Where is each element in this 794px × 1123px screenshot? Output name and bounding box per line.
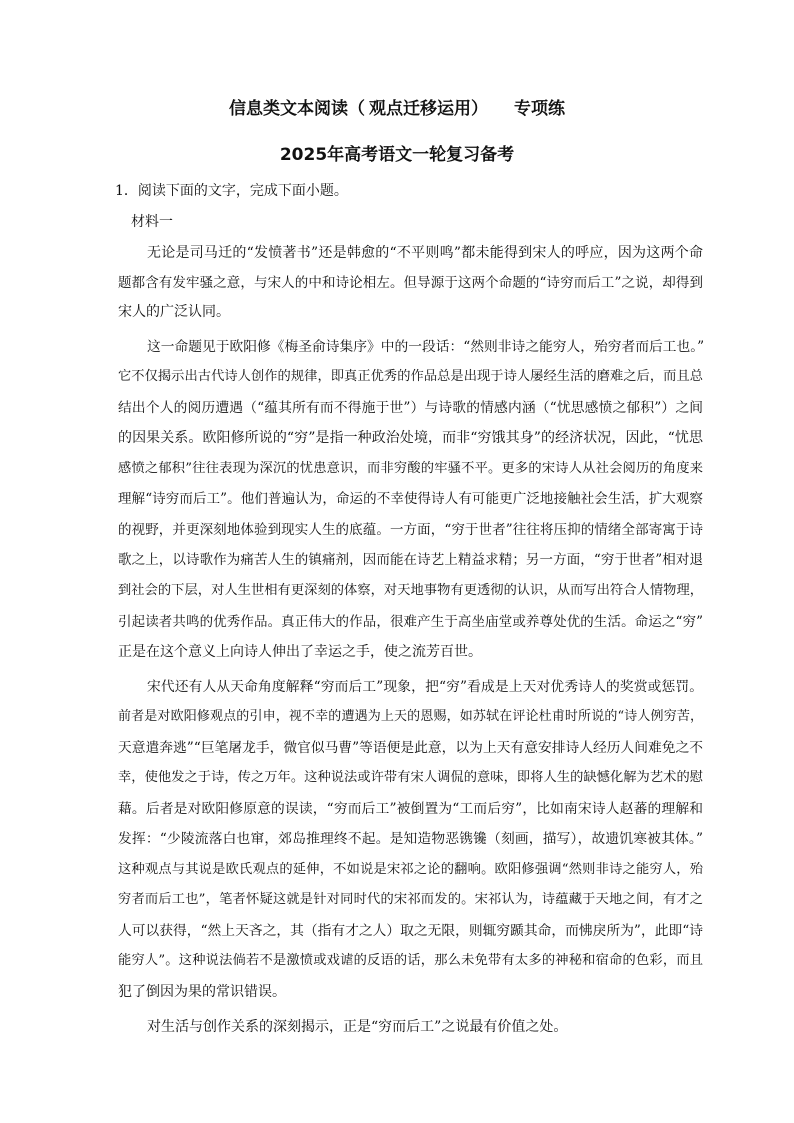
body-line: 引起读者共鸣的优秀作品。真正伟大的作品，很难产生于高坐庙堂或养尊处优的生活。命运之“穷”	[118, 614, 703, 630]
material-label: 材料一	[131, 214, 173, 230]
body-line: 人可以获得，“然上天吝之，其（指有才之人）取之无限，则辄穷踬其命，而怫戾所为”，此即“诗	[118, 923, 703, 939]
body-line: 这一命题见于欧阳修《梅圣俞诗集序》中的一段话：“然则非诗之能穷人，殆穷者而后工也。”	[147, 339, 705, 355]
body-line: 它不仅揭示出古代诗人创作的规律，即真正优秀的作品总是出现于诗人屡经生活的磨难之后，而且总	[118, 369, 703, 384]
body-line: 天意遣奔逃”“巨笔屠龙手，微官似马曹”等语便是此意，以为上天有意安排诗人经历人间难免之不	[118, 740, 703, 756]
document-subtitle: 2025年高考语文一轮复习备考	[279, 145, 515, 165]
body-line: 理解“诗穷而后工”。他们普遍认为，命运的不幸使得诗人有可能更广泛地接触社会生活，扩大观察	[118, 491, 703, 507]
body-line: 的因果关系。欧阳修所说的“穷”是指一种政治处境，而非“穷饿其身”的经济状况，因此，“忧思	[118, 430, 703, 446]
body-line: 这种观点与其说是欧氏观点的延伸，不如说是宋祁之论的翻响。欧阳修强调“然则非诗之能穷人，殆	[118, 862, 703, 877]
body-line: 无论是司马迁的“发愤著书”还是韩愈的“不平则鸣”都未能得到宋人的呼应，因为这两个命	[147, 245, 703, 261]
body-line: 感愤之郁积”往往表现为深沉的忧患意识，而非穷酸的牢骚不平。更多的宋诗人从社会阅历的角度来	[118, 461, 703, 476]
title-middle: 观点迁移运用）	[369, 99, 488, 119]
body-line: 对生活与创作关系的深刻揭示，正是“穷而后工”之说最有价值之处。	[147, 1019, 568, 1035]
body-line: 宋代还有人从天命角度解释“穷而后工”现象，把“穷”看成是上天对优秀诗人的奖赏或惩罚。	[147, 679, 703, 695]
body-line: 发挥：“少陵流落白也窜，郊岛推理终不起。是知造物恶镌镵（刻画，描写），故遗饥寒被其体。”	[118, 831, 703, 847]
body-line: 正是在这个意义上向诗人伸出了幸运之手，使之流芳百世。	[118, 644, 482, 660]
body-line: 题都含有发牢骚之意，与宋人的中和诗论相左。但导源于这两个命题的“诗穷而后工”之说，却得到	[118, 275, 703, 291]
body-line: 穷者而后工也”，笔者怀疑这就是针对同时代的宋祁而发的。宋祁认为，诗蕴藏于天地之间，有才之	[118, 892, 703, 907]
title-left: 信息类文本阅读（	[229, 99, 365, 119]
body-line: 藉。后者是对欧阳修原意的误读，“穷而后工”被倒置为“工而后穷”，比如南宋诗人赵蕃的理解和	[118, 801, 703, 817]
title-right: 专项练	[514, 99, 565, 119]
body-line: 宋人的广泛认同。	[118, 304, 230, 320]
document-title	[0, 97, 794, 121]
body-line: 结出个人的阅历遭遇（“蕴其所有而不得施于世”）与诗歌的情感内涵（“忧思感愤之郁积”）之间	[118, 400, 703, 416]
body-line: 歌之上，以诗歌作为痛苦人生的镇痛剂，因而能在诗艺上精益求精；另一方面，“穷于世者”相对退	[118, 552, 703, 568]
body-line: 幸，使他发之于诗，传之万年。这种说法或许带有宋人调侃的意味，即将人生的缺憾化解为艺术的慰	[118, 770, 703, 785]
body-line: 的视野，并更深刻地体验到现实人生的底蕴。一方面，“穷于世者”往往将压抑的情绪全部寄寓于诗	[118, 522, 703, 538]
body-line: 能穷人”。这种说法倘若不是激愤或戏谑的反语的话，那么未免带有太多的神秘和宿命的色彩，而且	[118, 953, 703, 968]
question-intro: 1．阅读下面的文字，完成下面小题。	[115, 183, 348, 199]
body-line: 前者是对欧阳修观点的引申，视不幸的遭遇为上天的恩赐，如苏轼在评论杜甫时所说的“诗人例穷苦，	[118, 709, 703, 724]
body-line: 到社会的下层，对人生世相有更深刻的体察，对天地事物有更透彻的认识，从而写出符合人情物理，	[118, 583, 703, 598]
body-line: 犯了倒因为果的常识错误。	[118, 984, 286, 1000]
